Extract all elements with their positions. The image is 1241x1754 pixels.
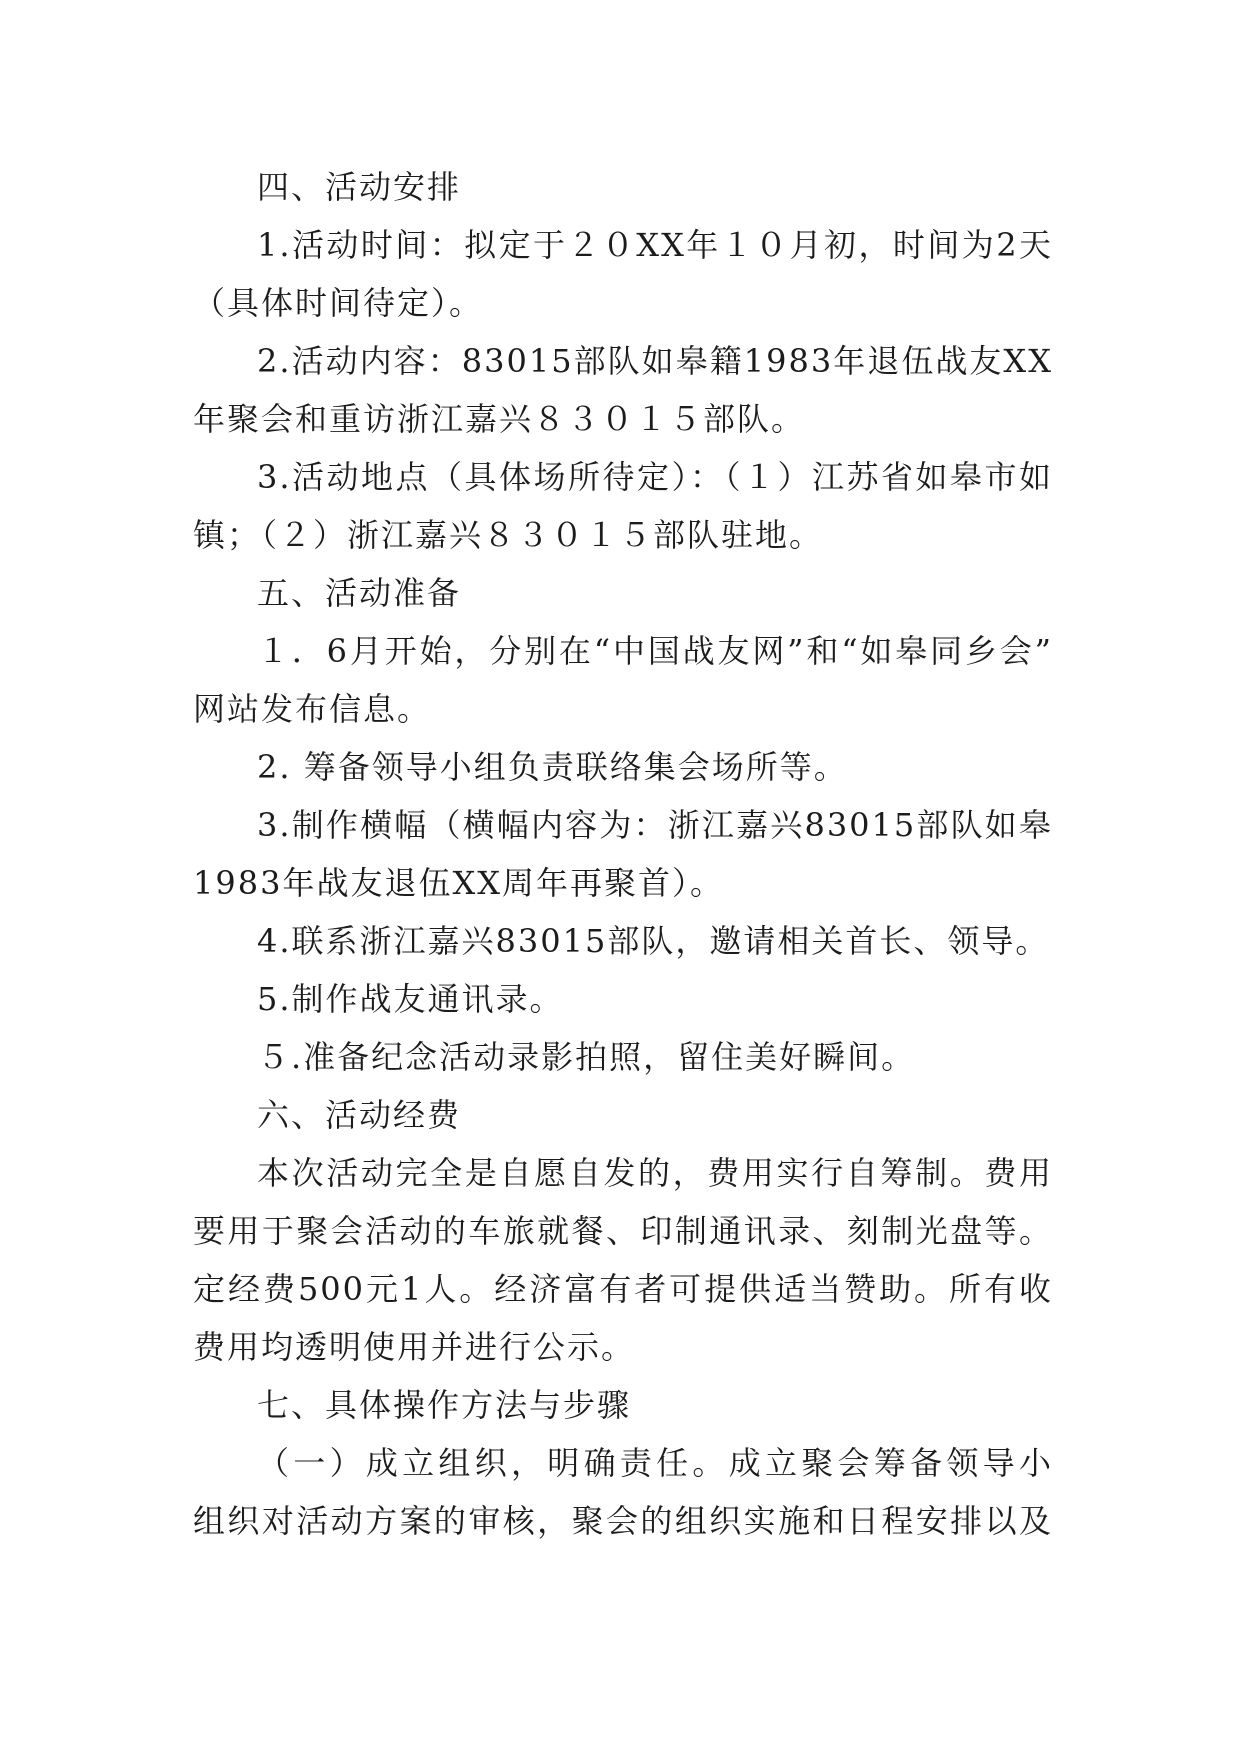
paragraph-line: （一）成立组织，明确责任。成立聚会筹备领导小 xyxy=(257,1444,1053,1482)
paragraph-line: 费用均透明使用并进行公示。 xyxy=(193,1328,636,1366)
paragraph-line: 组织对活动方案的审核，聚会的组织实施和日程安排以及 xyxy=(193,1502,1053,1540)
paragraph-line: 网站发布信息。 xyxy=(193,690,432,728)
paragraph-line: （具体时间待定）。 xyxy=(193,284,484,322)
paragraph-line: 要用于聚会活动的车旅就餐、印制通讯录、刻制光盘等。 xyxy=(193,1212,1053,1250)
paragraph-line: 1.活动时间：拟定于２０XX年１０月初，时间为2天 xyxy=(257,226,1053,264)
paragraph-line: 2. 筹备领导小组负责联络集会场所等。 xyxy=(257,748,848,786)
section-heading-6: 六、活动经费 xyxy=(257,1096,462,1134)
paragraph-line: 5.制作战友通讯录。 xyxy=(257,980,564,1018)
paragraph-line: 定经费500元1人。经济富有者可提供适当赞助。所有收 xyxy=(193,1270,1053,1308)
paragraph-line: 本次活动完全是自愿自发的，费用实行自筹制。费用 xyxy=(257,1154,1053,1192)
paragraph-line: ５.准备纪念活动录影拍照，留住美好瞬间。 xyxy=(257,1038,916,1076)
paragraph-line: 4.联系浙江嘉兴83015部队，邀请相关首长、领导。 xyxy=(257,922,1050,960)
paragraph-line: 3.活动地点（具体场所待定）：（１）江苏省如皋市如 xyxy=(257,458,1053,496)
paragraph-line: 1983年战友退伍XX周年再聚首）。 xyxy=(193,864,725,902)
section-heading-7: 七、具体操作方法与步骤 xyxy=(257,1386,632,1424)
document-body xyxy=(193,158,1053,1550)
paragraph-line: 年聚会和重访浙江嘉兴８３０１５部队。 xyxy=(193,400,806,438)
section-heading-4: 四、活动安排 xyxy=(257,168,462,206)
paragraph-line: 3.制作横幅（横幅内容为：浙江嘉兴83015部队如皋 xyxy=(257,806,1053,844)
paragraph-line: 2.活动内容：83015部队如皋籍1983年退伍战友XX xyxy=(257,342,1053,380)
paragraph-line: １．6月开始，分别在“中国战友网”和“如皋同乡会” xyxy=(257,632,1053,670)
section-heading-5: 五、活动准备 xyxy=(257,574,462,612)
paragraph-line: 镇；（２）浙江嘉兴８３０１５部队驻地。 xyxy=(193,516,824,554)
